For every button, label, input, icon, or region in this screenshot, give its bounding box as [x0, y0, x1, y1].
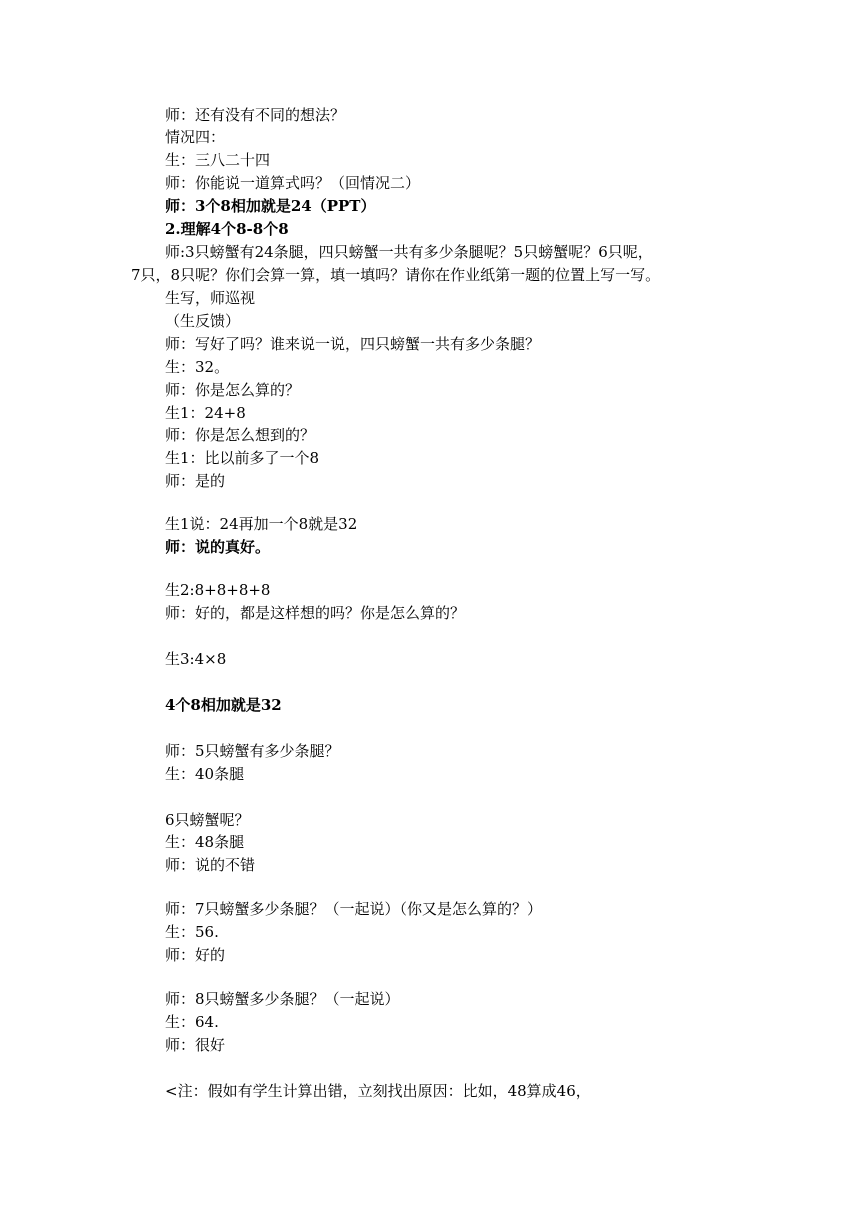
text-line: 6只螃蟹呢？ [165, 811, 250, 829]
text-line: 师：很好 [165, 1036, 226, 1054]
text-line: 师：还有没有不同的想法？ [165, 106, 346, 124]
text-line: 生：56. [165, 923, 219, 941]
text-line: 师：是的 [165, 472, 226, 490]
text-line: 生写，师巡视 [165, 289, 256, 307]
text-line: 师：说的不错 [165, 856, 256, 874]
text-line: 师：你是怎么算的？ [165, 381, 301, 399]
text-line: 师：你是怎么想到的？ [165, 426, 316, 444]
text-line: 师：3个8相加就是24（PPT） [165, 197, 376, 215]
text-line: 师：好的 [165, 946, 226, 964]
text-line: 7只，8只呢？你们会算一算，填一填吗？请你在作业纸第一题的位置上写一写。 [131, 266, 661, 284]
text-line: 师：说的真好。 [165, 538, 271, 556]
text-line: （生反馈） [165, 312, 241, 330]
text-line: 生2:8+8+8+8 [165, 581, 271, 599]
text-line: 师：你能说一道算式吗？（回情况二） [165, 174, 421, 192]
text-line: 情况四： [165, 128, 226, 146]
section-heading: 2.理解4个8-8个8 [165, 220, 289, 238]
text-line: 生1说：24再加一个8就是32 [165, 515, 358, 533]
text-line: <注：假如有学生计算出错，立刻找出原因：比如，48算成46， [165, 1082, 591, 1100]
text-line: 生：48条腿 [165, 833, 245, 851]
text-line: 师：7只螃蟹多少条腿？（一起说）（你又是怎么算的？） [165, 900, 543, 918]
text-line: 师：8只螃蟹多少条腿？（一起说） [165, 990, 400, 1008]
text-line: 4个8相加就是32 [165, 696, 282, 714]
text-line: 生：32。 [165, 358, 230, 376]
text-line: 师:3只螃蟹有24条腿，四只螃蟹一共有多少条腿呢？5只螃蟹呢？6只呢， [165, 243, 653, 261]
text-line: 生3:4×8 [165, 650, 227, 668]
text-line: 生1：比以前多了一个8 [165, 449, 320, 467]
text-line: 生：64. [165, 1013, 219, 1031]
text-line: 师：好的，都是这样想的吗？你是怎么算的？ [165, 604, 466, 622]
text-line: 师：写好了吗？谁来说一说，四只螃蟹一共有多少条腿？ [165, 335, 541, 353]
text-line: 师：5只螃蟹有多少条腿？ [165, 742, 340, 760]
text-line: 生：三八二十四 [165, 151, 271, 169]
text-line: 生1：24+8 [165, 404, 246, 422]
text-line: 生：40条腿 [165, 765, 245, 783]
